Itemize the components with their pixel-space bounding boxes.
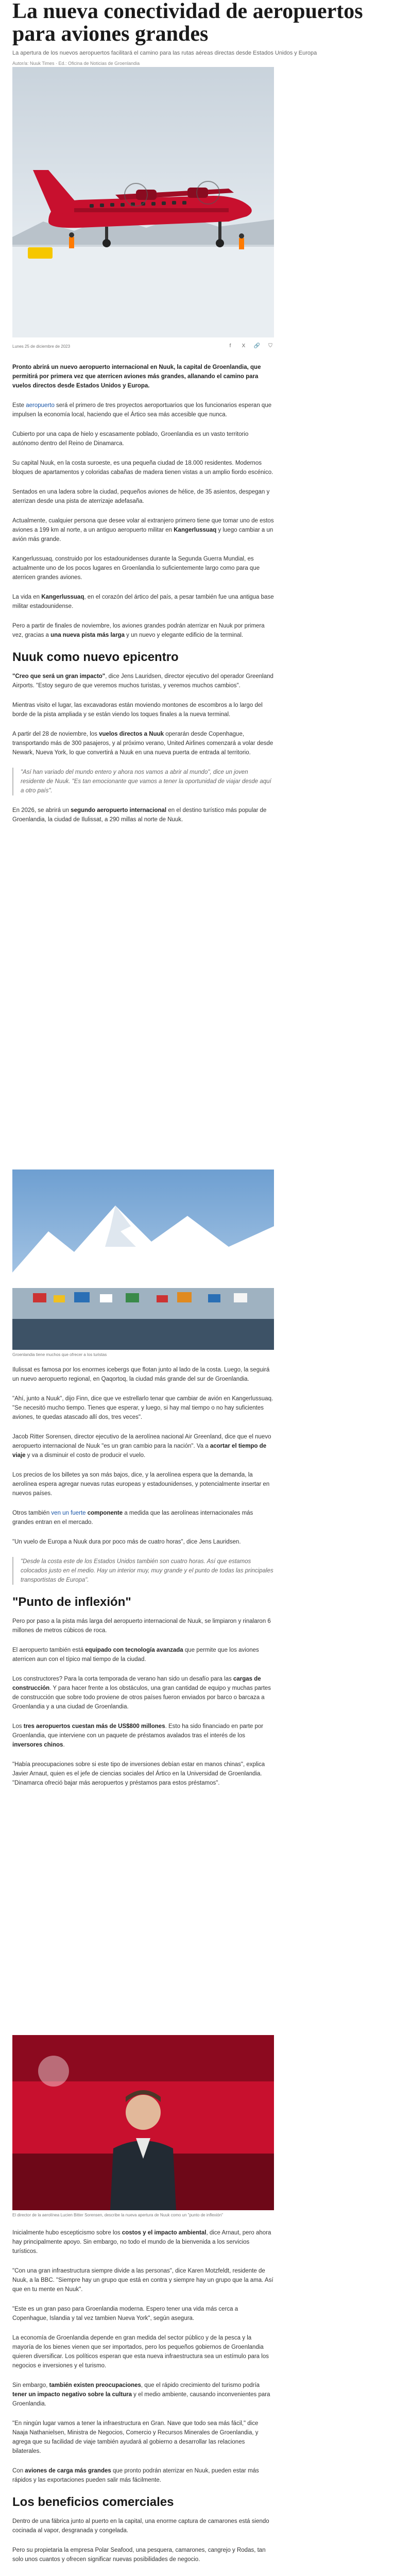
pull-quote: "Desde la costa este de los Estados Unidos también son cuatro horas. Así que estamos colocados justo en el medio. Hay un interior muy, muy grande y el punto de todas las principales transportistas de Europa". [12, 1557, 274, 1585]
article-title: La nueva conectividad de aeropuertos para aviones grandes [12, 0, 363, 46]
article-meta [12, 343, 274, 352]
link-icon[interactable]: 🔗 [253, 343, 261, 349]
paragraph: "En ningún lugar vamos a tener la infraestructura en Gran. Nave que todo sea más fácil," dice Naaja Nathanielsen, Ministra de Negocios, Comercio y Recursos Minerales de Groenlandia, y agrega que su facilidad de viaje también ayudará al gobierno a desarrollar las relaciones bilaterales. [12, 2420, 259, 2454]
paragraph: Pero por paso a la pista más larga del aeropuerto internacional de Nuuk, se limpiaron y rinalaron 6 millones de metros cúbicos de roca. [12, 1618, 271, 1634]
paragraph: A partir del 28 de noviembre, los vuelos directos a Nuuk operarán desde Copenhague, transportando más de 300 pasajeros, y al próximo verano, United Airlines comenzará a volar desde Newark, Nueva York, lo que convertirá a Nuuk en una nueva puerta de entrada al territorio. [12, 731, 273, 756]
paragraph: Cubierto por una capa de hielo y escasamente poblado, Groenlandia es un vasto territorio autónomo dentro del Reino de Dinamarca. [12, 431, 249, 447]
inline-link[interactable]: ven un fuerte [51, 1510, 86, 1516]
article-header [12, 0, 400, 66]
paragraph: Dentro de una fábrica junto al puerto en la capital, una enorme captura de camarones está siendo cocinada al vapor, desgranada y congelada. [12, 2518, 269, 2534]
paragraph: Kangerlussuaq, construido por los estadounidenses durante la Segunda Guerra Mundial, es actualmente uno de los pocos lugares en Groenlandia lo suficientemente largo como para que aterricen grandes aviones. [12, 556, 260, 581]
paragraph: "Un vuelo de Europa a Nuuk dura por poco más de cuatro horas", dice Jens Lauridsen. [12, 1539, 241, 1545]
paragraph: La vida en Kangerlussuaq, en el corazón del ártico del país, a pesar también fue una antigua base militar estadounidense. [12, 594, 274, 609]
pull-quote: "Así han variado del mundo entero y ahora nos vamos a abrir al mundo", dice un joven residente de Nuuk. "Es tan emocionante que vamos a tener la oportunidad de viajar desde aquí a otro país". [12, 768, 274, 795]
figure-3 [12, 2035, 274, 2218]
photo-airline-director [12, 2035, 274, 2210]
photo-greenland-landscape [12, 1170, 274, 1350]
paragraph: El aeropuerto también está equipado con tecnología avanzada que permite que los aviones aterricen aun con el típico mal tiempo de la ciudad. [12, 1647, 259, 1663]
paragraph: Mientras visito el lugar, las excavadoras están moviendo montones de escombros a lo largo del borde de la pista ampliada y se están viendo los toques finales a la nueva terminal. [12, 702, 263, 718]
paragraph: Pero a partir de finales de noviembre, los aviones grandes podrán aterrizar en Nuuk por primera vez, gracias a una nueva pista más larga y un nuevo y elegante edificio de la terminal. [12, 623, 265, 638]
paragraph: Sin embargo, también existen preocupaciones, que el rápido crecimiento del turismo podría tener un impacto negativo sobre la cultura y el medio ambiente, causando inconvenientes para Groenlandia. [12, 2382, 270, 2407]
article-body-2 [12, 1365, 274, 1798]
share-bar [227, 343, 274, 349]
article-date: Lunes 25 de diciembre de 2023 [12, 344, 71, 349]
paragraph: Sentados en una ladera sobre la ciudad, pequeños aviones de hélice, de 35 asientos, despegan y aterrizan desde una pista de aterrizaje adefasaña. [12, 489, 270, 504]
paragraph: Jacob Ritter Sorensen, director ejecutivo de la aerolínea nacional Air Greenland, dice que el nuevo aeropuerto internacional de Nuuk "es un gran cambio para la nación". Va a acortar el tiempo de viaje y va a disminuir el costo de producir el vuelo. [12, 1434, 271, 1459]
section-heading: "Punto de inflexión" [12, 1595, 131, 1609]
paragraph: Pero su propietaria la empresa Polar Seafood, una pesquera, camarones, cangrejo y Rodas, tan solo unos cuantos y ofrecen significar nuevas posibilidades de negocio. [12, 2547, 266, 2563]
paragraph: Otros también ven un fuerte componente a medida que las aerolíneas internacionales más grandes entran en el mercado. [12, 1510, 253, 1526]
paragraph: Actualmente, cualquier persona que desee volar al extranjero primero tiene que tomar uno de estos aviones a 199 km al norte, a un antiguo aeropuerto militar en Kangerlussuaq y luego cambiar a un avión más grande. [12, 518, 274, 543]
figure-2 [12, 1170, 274, 1358]
paragraph: Con aviones de carga más grandes que pronto podrán aterrizar en Nuuk, pueden estar más rápidos y las exportaciones pueden salir más fácilmente. [12, 2468, 259, 2483]
paragraph: Inicialmente hubo escepticismo sobre los costos y el impacto ambiental, dice Arnaut, pero ahora hay principalmente apoyo. Sin embargo, no todo el mundo de la bienvenida a los servicios turísticos. [12, 2230, 271, 2255]
paragraph: Los tres aeropuertos cuestan más de US$800 millones. Esto ha sido financiado en parte por Groenlandia, que interviene con un paquete de préstamos avalados tras el interés de los inversores chinos. [12, 1723, 264, 1748]
paragraph: "Este es un gran paso para Groenlandia moderna. Espero tener una vida más cerca a Copenhague, Islandia y tal vez tambien Nueva York", según asegura. [12, 2306, 238, 2321]
bookmark-icon[interactable]: ⛉ [268, 343, 272, 349]
paragraph: "Ahí, junto a Nuuk", dijo Finn, dice que ve estrellarlo tenar que cambiar de avión en Kangerlussuaq. "Se necesitó mucho tiempo. Tienes que esperar, y luego, si hay mal tiempo o no hay suficientes aviones, te quedas atascado allí dos, tres veces". [12, 1396, 273, 1420]
facebook-icon[interactable]: f [229, 343, 231, 349]
section-heading: Los beneficios comerciales [12, 2495, 174, 2509]
paragraph: Ilulissat es famosa por los enormes icebergs que flotan junto al lado de la costa. Luego, la seguirá un nuevo aeropuerto regional, en Qaqortoq, la ciudad más grande del sur de Groenlandia. [12, 1367, 270, 1382]
paragraph: Los constructores? Para la corta temporada de verano han sido un desafío para las cargas de construcción. Y para hacer frente a los obstáculos, una gran cantidad de equipo y muchas partes de construcción que sobre todo proviene de otros países fueron enviados por barco o barcaza a Groenlandia y a una ciudad de Groenlandia. [12, 1676, 271, 1710]
hero-photo-airplane [12, 67, 274, 337]
paragraph: Su capital Nuuk, en la costa suroeste, es una pequeña ciudad de 18.000 residentes. Modernos bloques de apartamentos y coloridas cabañas de madera tienen vistas a un amplio fiordo escénico. [12, 460, 273, 476]
paragraph: "Creo que será un gran impacto", dice Jens Lauridsen, director ejecutivo del operador Greenland Airports. "Estoy seguro de que veremos muchos turistas, y veremos muchos cambios". [12, 673, 273, 689]
article-body-3 [12, 2228, 274, 2576]
paragraph: Los precios de los billetes ya son más bajos, dice, y la aerolínea espera que la demanda, la aerolínea espera agregar nuevas rutas europeas y estadounidenses, y potencialmente insertar en nuevos países. [12, 1472, 270, 1497]
section-heading: Nuuk como nuevo epicentro [12, 650, 179, 664]
x-icon[interactable]: X [242, 343, 246, 349]
paragraph: La economía de Groenlandia depende en gran medida del sector público y de la pesca y la mayoría de los bienes vienen que ser importados, pero los pequeños gobiernos de Groenlandia quieren diversificar. Los políticos esperan que esta nueva infraestructura sea un estímulo para los negocios e inversiones y el turismo. [12, 2335, 269, 2369]
figure-caption: El director de la aerolínea Lucien Bitter Sorensen, describe la nueva apertura de Nuuk como un "punto de inflexión" [12, 2213, 224, 2217]
paragraph: "Con una gran infraestructura siempre divide a las personas", dice Karen Motzfeldt, residente de Nuuk, a la BBC. "Siempre hay un grupo que está en contra y siempre hay un grupo que la ama. Así que en tu mente en Nuuk". [12, 2268, 273, 2293]
paragraph: "Había preocupaciones sobre si este tipo de inversiones debían estar en manos chinas", explica Javier Arnaut, quien es el jefe de ciencias sociales del Ártico en la Universidad de Groenlandia. "Dinamarca ofreció bajar más aeropuertos y préstamos para estos préstamos". [12, 1761, 265, 1786]
article-byline: Autor/a: Nuuk Times · Ed.: Oficina de Noticias de Groenlandia [12, 61, 140, 66]
figure-caption: Groenlandia tiene muchos que ofrecer a los turistas [12, 1352, 107, 1357]
article-subtitle: La apertura de los nuevos aeropuertos facilitará el camino para las rutas aéreas directas desde Estados Unidos y Europa [12, 50, 317, 56]
paragraph: En 2026, se abrirá un segundo aeropuerto internacional en el destino turístico más popular de Groenlandia, la ciudad de Ilulissat, a 290 millas al norte de Nuuk. [12, 807, 267, 823]
paragraph: Pronto abrirá un nuevo aeropuerto internacional en Nuuk, la capital de Groenlandia, que permitirá por primera vez que aterricen aviones más grandes, allanando el camino para vuelos directos desde Estados Unidos y Europa. [12, 364, 261, 389]
paragraph: Este aeropuerto será el primero de tres proyectos aeroportuarios que los funcionarios esperan que impulsen la economía local, haciendo que el Ártico sea más accesible que nunca. [12, 402, 272, 418]
article-body-1 [12, 363, 274, 835]
inline-link[interactable]: aeropuerto [26, 402, 55, 409]
hero-figure [12, 67, 274, 337]
